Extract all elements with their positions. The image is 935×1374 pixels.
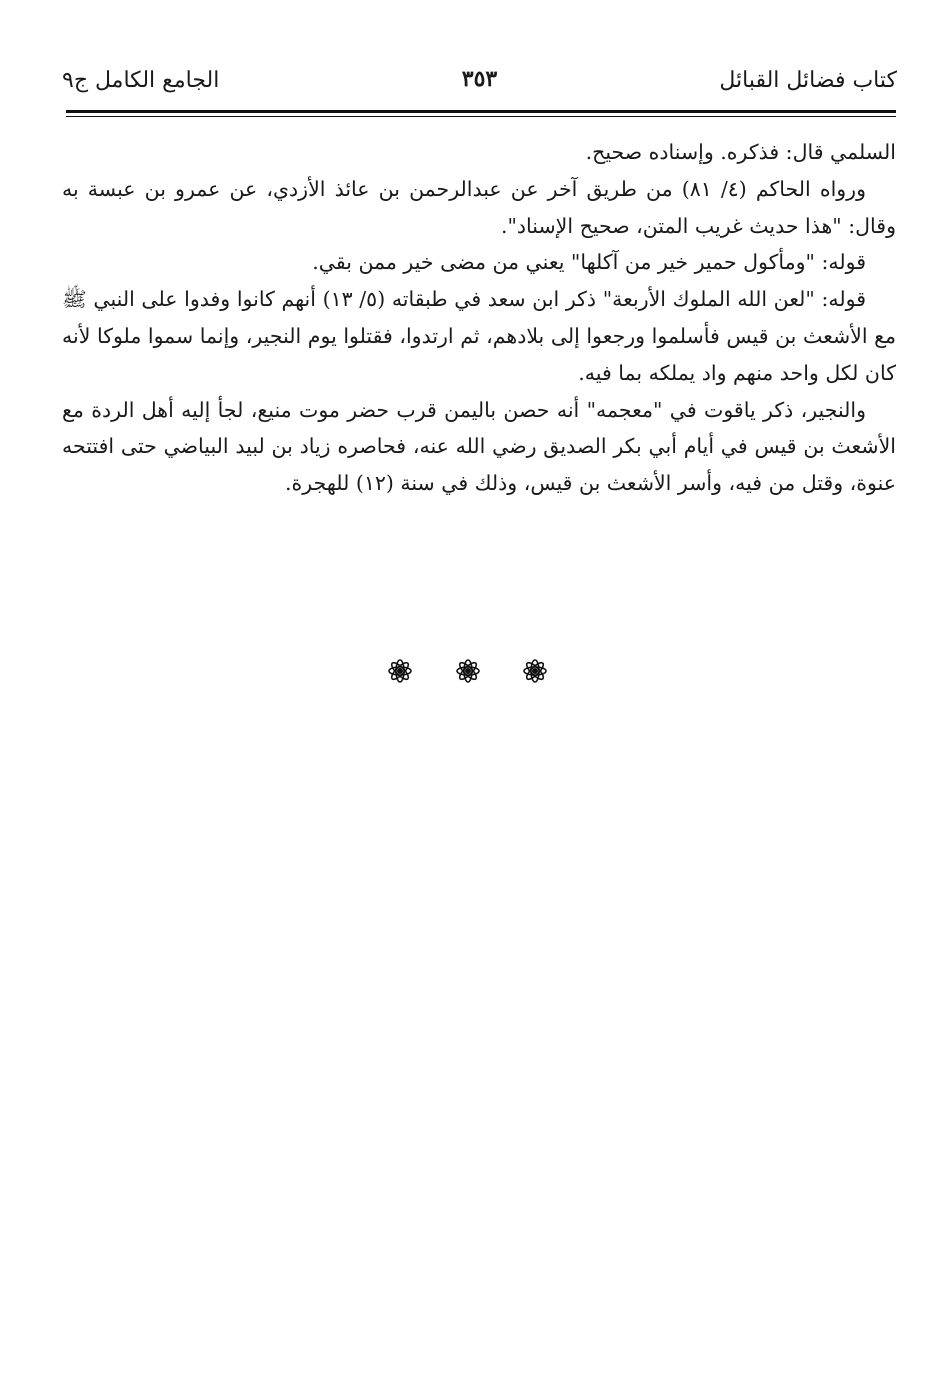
section-ornaments	[0, 658, 935, 684]
volume-label: الجامع الكامل ج٩	[62, 68, 220, 93]
book-title: كتاب فضائل القبائل	[719, 68, 897, 93]
flower-ornament-icon	[455, 658, 481, 684]
paragraph-2: ورواه الحاكم (٤/ ٨١) من طريق آخر عن عبدالرحمن بن عائذ الأزدي، عن عمرو بن عبسة به وقال: "هذا حديث غريب المتن، صحيح الإسناد".	[62, 176, 896, 238]
paragraph-4: قوله: "لعن الله الملوك الأربعة" ذكر ابن سعد في طبقاته (٥/ ١٣) أنهم كانوا وفدوا على النبي ﷺ مع الأشعث بن قيس فأسلموا ورجعوا إلى بلادهم، ثم ارتدوا، فقتلوا يوم النجير، وإنما سموا ملوكا لأنه كان لكل واحد منهم واد يملكه بما فيه.	[62, 287, 896, 385]
paragraph-5: والنجير، ذكر ياقوت في "معجمه" أنه حصن باليمن قرب حضر موت منيع، لجأ إليه أهل الردة مع الأشعث بن قيس في أيام أبي بكر الصديق رضي الله عنه، فحاصره زياد بن لبيد البياضي حتى افتتحه عنوة، وقتل من فيه، وأسر الأشعث بن قيس، وذلك في سنة (١٢) للهجرة.	[62, 397, 896, 496]
paragraph-3: قوله: "ومأكول حمير خير من آكلها" يعني من مضى خير ممن بقي.	[312, 250, 866, 275]
paragraph-1: السلمي قال: فذكره. وإسناده صحيح.	[585, 140, 896, 164]
page-header	[62, 62, 897, 102]
flower-ornament-icon	[387, 658, 413, 684]
header-rule-thin	[66, 116, 896, 117]
flower-ornament-icon	[522, 658, 548, 684]
page-body	[62, 134, 896, 502]
page-number: ٣٥٣	[461, 66, 498, 92]
header-rule-thick	[66, 110, 896, 113]
